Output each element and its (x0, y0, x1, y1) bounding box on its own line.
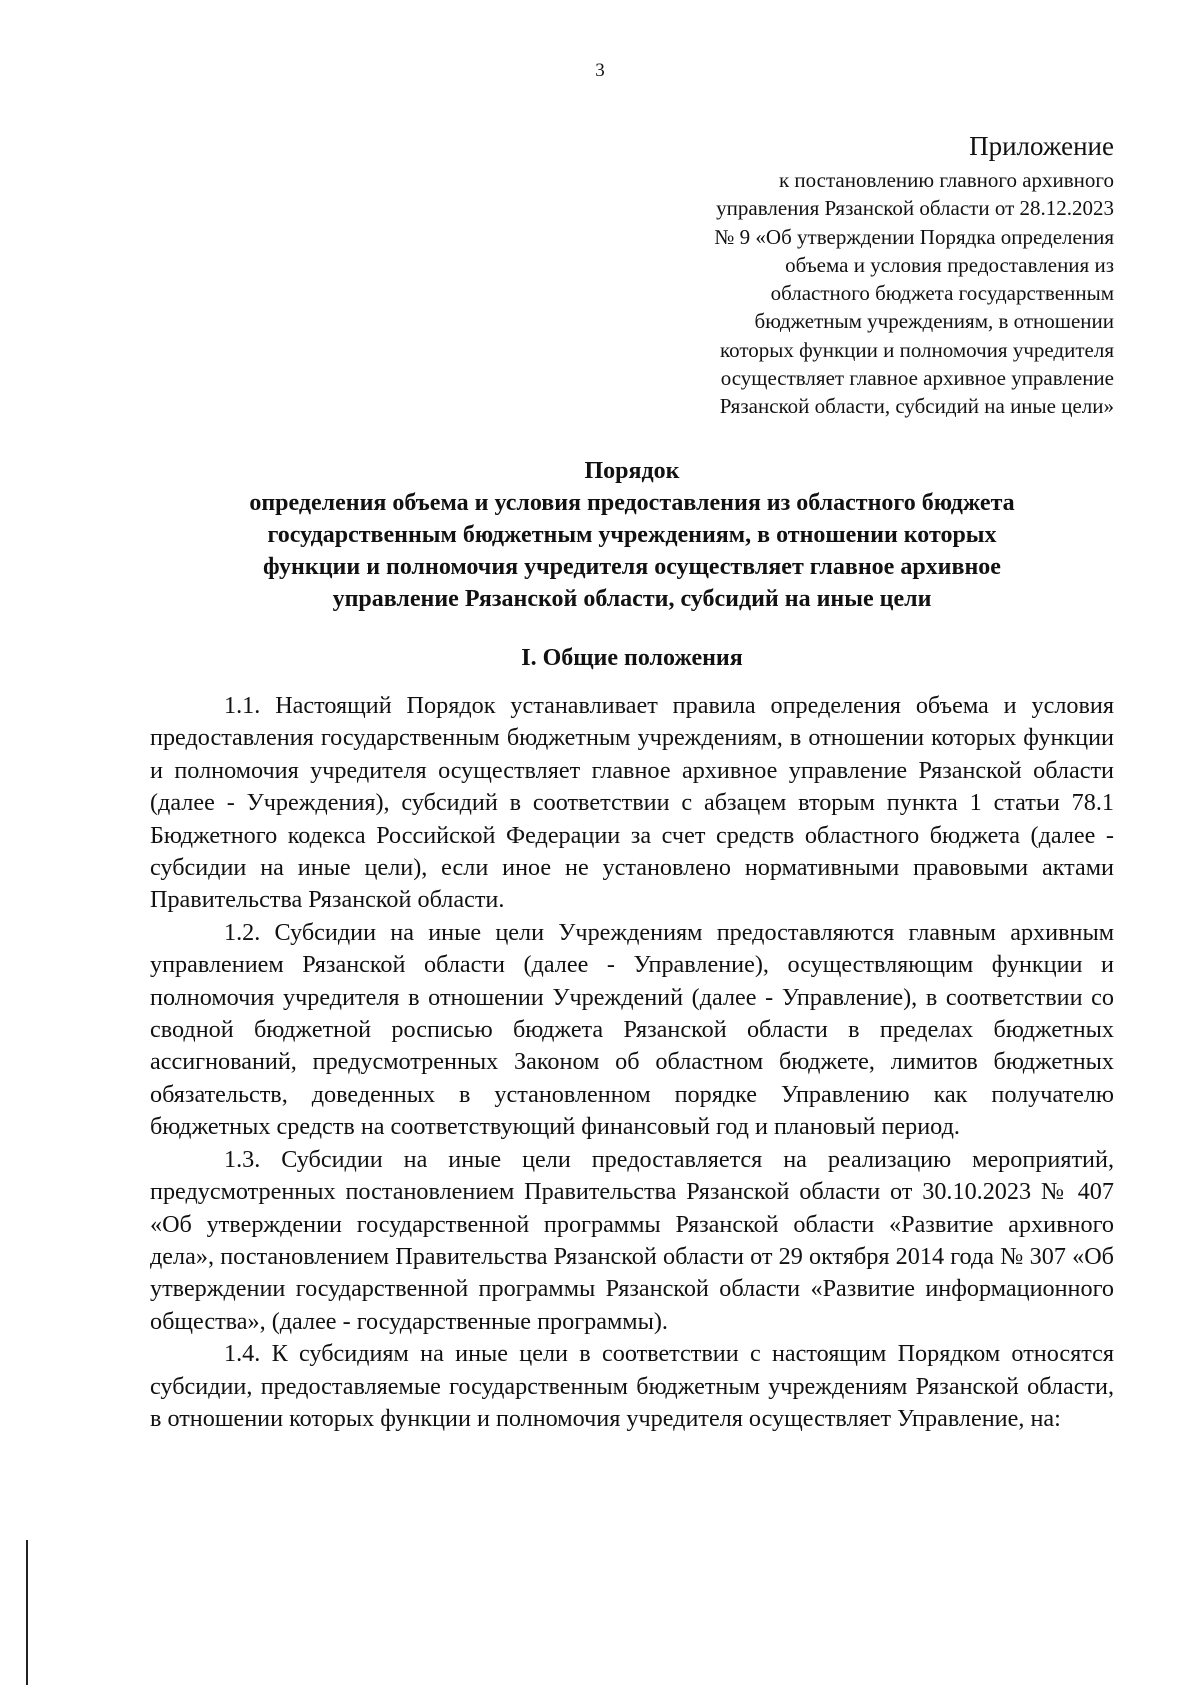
appendix-line: которых функции и полномочия учредителя (720, 337, 1114, 362)
scan-margin-line (26, 1540, 28, 1685)
appendix-line: объема и условия предоставления из (785, 252, 1114, 277)
appendix-line: осуществляет главное архивное управление (720, 366, 1114, 391)
document-title-line: государственным бюджетным учреждениям, в отношении которых (267, 522, 997, 548)
page-number: 3 (595, 60, 605, 81)
appendix-line: к постановлению главного архивного (778, 168, 1114, 192)
appendix-title: Приложение (969, 131, 1114, 161)
paragraph-1-2: 1.2. Субсидии на иные цели Учреждениям предоставляются главным архивным управлением Рязанской области (далее - Управление), осуществляющим функции и полномочия учредителя в отношении Учреждений (далее - Управление), в соответствии со сводной бюджетной росписью бюджета Рязанской области в пределах бюджетных ассигнований, предусмотренных Законом об областном бюджете, лимитов бюджетных обязательств, доведенных в установленном порядке Управлению как получателю бюджетных средств на соответствующий финансовый год и плановый период. (150, 918, 1114, 1141)
paragraph-1-4: 1.4. К субсидиям на иные цели в соответствии с настоящим Порядком относятся субсидии, предоставляемые государственным бюджетным учреждениям Рязанской области, в отношении которых функции и полномочия учредителя осуществляет Управление, на: (150, 1340, 1114, 1432)
section-heading: I. Общие положения (521, 645, 743, 671)
appendix-line: бюджетным учреждениям, в отношении (754, 309, 1114, 334)
appendix-block (594, 128, 1114, 421)
paragraph-1-3: 1.3. Субсидии на иные цели предоставляется на реализацию мероприятий, предусмотренных постановлением Правительства Рязанской области от 30.10.2023 № 407 «Об утверждении государственной программы Рязанской области «Развитие архивного дела», постановлением Правительства Рязанской области от 29 октября 2014 года № 307 «Об утверждении государственной программы Рязанской области «Развитие информационного общества», (далее - государственные программы). (150, 1145, 1114, 1335)
appendix-line: № 9 «Об утверждении Порядка определения (714, 224, 1114, 249)
document-title-line: функции и полномочия учредителя осуществляет главное архивное (263, 554, 1001, 580)
appendix-line: Рязанской области, субсидий на иные цели» (719, 394, 1114, 419)
document-title-heading: Порядок (584, 458, 680, 484)
document-body (150, 690, 1114, 1435)
paragraph-1-1: 1.1. Настоящий Порядок устанавливает правила определения объема и условия предоставления государственным бюджетным учреждениям, в отношении которых функции и полномочия учредителя осуществляет главное архивное управление Рязанской области (далее - Учреждения), субсидий в соответствии с абзацем вторым пункта 1 статьи 78.1 Бюджетного кодекса Российской Федерации за счет средств областного бюджета (далее - субсидии на иные цели), если иное не установлено нормативными правовыми актами Правительства Рязанской области. (150, 692, 1114, 914)
document-title-line: определения объема и условия предоставления из областного бюджета (249, 490, 1015, 516)
document-title-line: управление Рязанской области, субсидий на иные цели (332, 586, 932, 612)
document-title (150, 455, 1114, 615)
appendix-line: управления Рязанской области от 28.12.2023 (716, 196, 1114, 221)
appendix-line: областного бюджета государственным (770, 281, 1114, 306)
